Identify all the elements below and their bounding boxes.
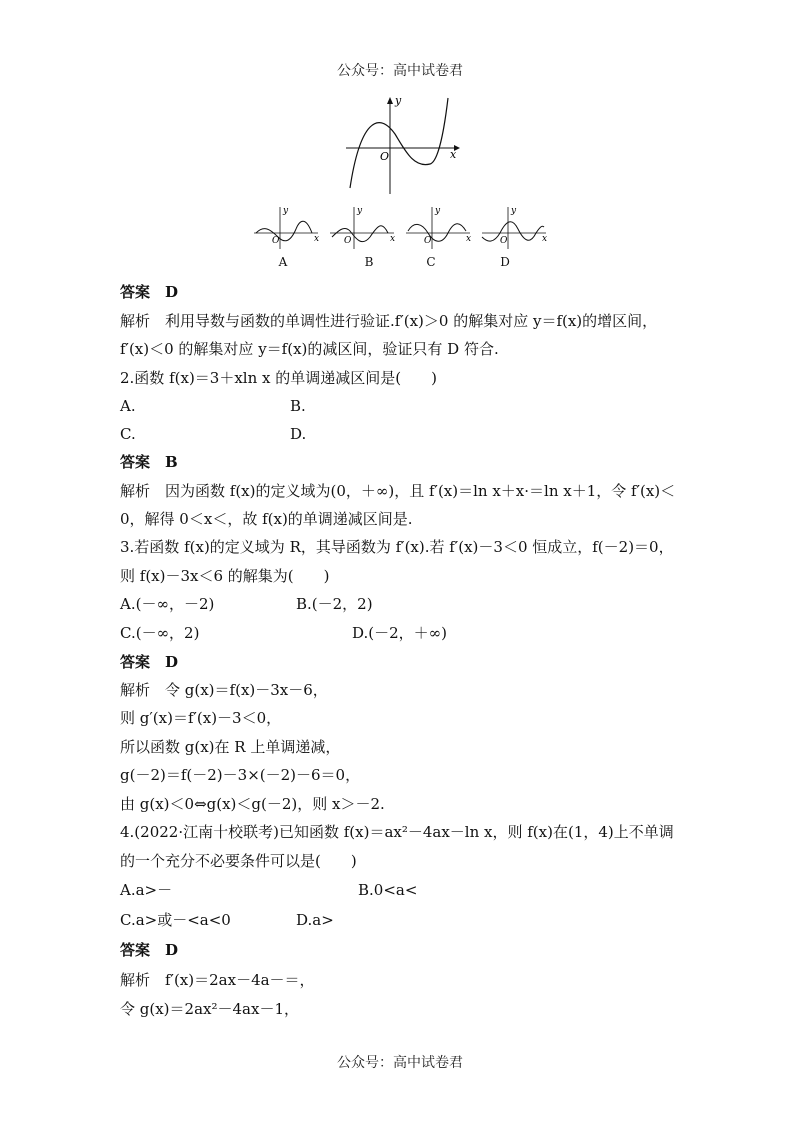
text-line: 答案 D [120,283,179,301]
svg-text:y: y [511,206,517,216]
text-line: 2.函数 f(x)＝3＋xln x 的单调递减区间是( ) [120,369,437,387]
option-graphs [250,203,550,253]
text-line-col2: B.(－2，2) [296,595,373,613]
svg-text:O: O [272,236,280,246]
option-a-graph [254,206,319,249]
svg-text:y: y [283,206,289,216]
text-line: 答案 D [120,941,179,959]
option-b-label: B [364,255,374,269]
text-line: A.a>－ [120,881,173,899]
text-line: C. [120,425,136,443]
text-line: A. [120,397,136,415]
page-footer: 公众号：高中试卷君 [337,1055,463,1071]
svg-text:O: O [500,236,508,246]
text-line: 答案 D [120,653,179,671]
text-line: 解析 因为函数 f(x)的定义域为(0，＋∞)，且 f′(x)＝ln x＋x·＝ln x＋1，令 f′(x)＜ [120,482,676,500]
function-curve [350,98,448,188]
text-line: 解析 利用导数与函数的单调性进行验证.f′(x)＞0 的解集对应 y＝f(x)的增区间， [120,312,658,330]
text-line: 令 g(x)＝2ax²－4ax－1， [120,1000,299,1018]
svg-text:y: y [357,206,363,216]
text-line: 答案 B [120,453,178,471]
svg-text:O: O [424,236,432,246]
text-line: 则 f(x)－3x＜6 的解集为( ) [120,567,330,585]
text-line: 由 g(x)＜0⇔g(x)＜g(－2)，则 x＞－2. [120,795,385,813]
text-line: 则 g′(x)＝f′(x)－3＜0， [120,709,282,727]
text-line: 解析 令 g(x)＝f(x)－3x－6， [120,681,328,699]
text-line: f′(x)＜0 的解集对应 y＝f(x)的减区间，验证只有 D 符合. [120,340,499,358]
option-c-label: C [426,255,436,269]
svg-text:x: x [466,234,472,244]
svg-text:y: y [435,206,441,216]
text-line-col2: D. [290,425,307,443]
svg-text:x: x [542,234,548,244]
text-line: 所以函数 g(x)在 R 上单调递减， [120,738,341,756]
option-c-graph [406,206,471,249]
text-line: C.a>或－<a<0 [120,911,231,929]
text-line: g(－2)＝f(－2)－3×(－2)－6＝0， [120,766,361,784]
svg-text:O: O [344,236,352,246]
y-axis-arrow [387,97,393,104]
y-label: y [395,94,402,107]
text-line: C.(－∞，2) [120,624,200,642]
svg-text:x: x [390,234,396,244]
text-line-col2: D.a> [296,911,334,929]
text-line-col2: D.(－2，＋∞) [352,624,448,642]
origin-label: O [380,150,390,163]
text-line: 0，解得 0＜x＜，故 f(x)的单调递减区间是. [120,510,413,528]
text-line: A.(－∞，－2) [120,595,215,613]
text-line: 3.若函数 f(x)的定义域为 R，其导函数为 f′(x).若 f′(x)－3＜0 恒成立，f(－2)＝0， [120,538,674,556]
svg-text:x: x [314,234,320,244]
option-d-graph [482,206,547,249]
main-function-graph [340,92,470,197]
text-line: 4.(2022·江南十校联考)已知函数 f(x)＝ax²－4ax－ln x，则 f(x)在(1，4)上不单调 [120,823,674,841]
text-line-col2: B. [290,397,306,415]
page-header: 公众号：高中试卷君 [337,63,463,79]
option-d-label: D [500,255,510,269]
option-b-graph [330,206,395,249]
x-label: x [450,148,457,161]
text-line-col2: B.0<a< [358,881,418,899]
text-line: 的一个充分不必要条件可以是( ) [120,852,357,870]
option-a-label: A [278,255,288,269]
text-line: 解析 f′(x)＝2ax－4a－＝， [120,971,315,989]
